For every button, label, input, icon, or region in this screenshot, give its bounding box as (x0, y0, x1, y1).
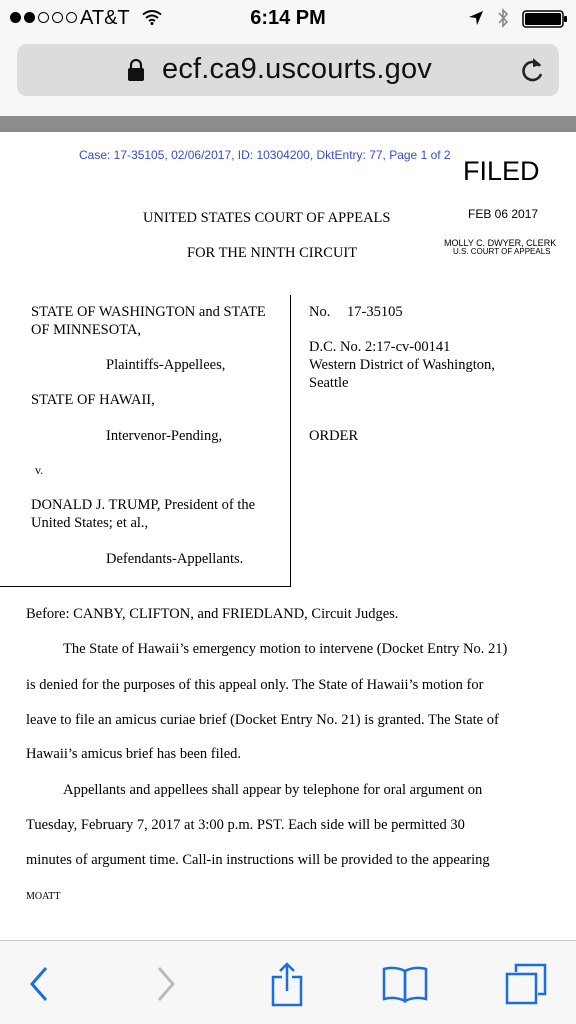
filed-stamp: FILED (463, 156, 540, 186)
footer-tag: MOATT (26, 891, 61, 902)
filed-date: FEB 06 2017 (468, 207, 539, 221)
case-caption-box (0, 295, 291, 587)
back-chevron-icon (27, 964, 51, 1009)
party-2: STATE OF HAWAII, (31, 392, 155, 408)
versus: v. (35, 463, 44, 477)
paragraph-line: is denied for the purposes of this appeal only. The State of Hawaii’s motion for (26, 677, 484, 693)
party-1-role: Plaintiffs-Appellees, (106, 357, 226, 373)
clerk-name: MOLLY C. DWYER, CLERK (444, 238, 557, 248)
district-court: Western District of Washington, (309, 357, 495, 373)
forward-chevron-icon (154, 964, 178, 1009)
pdf-viewer-border (0, 116, 576, 132)
paragraph-line: minutes of argument time. Call-in instructions will be provided to the appearing (26, 852, 490, 868)
court-title: UNITED STATES COURT OF APPEALS (143, 210, 391, 226)
bluetooth-icon (497, 8, 509, 33)
bookmarks-book-icon (381, 965, 429, 1008)
paragraph-line: Hawaii’s amicus brief has been filed. (26, 746, 242, 762)
party-1-line-1: STATE OF WASHINGTON and STATE (31, 304, 266, 320)
location-arrow-icon (468, 10, 484, 31)
bookmarks-button[interactable] (382, 963, 428, 1009)
order-heading: ORDER (309, 428, 359, 444)
clock: 6:14 PM (250, 7, 326, 29)
circuit-title: FOR THE NINTH CIRCUIT (187, 245, 358, 261)
share-icon (270, 961, 304, 1012)
address-area (0, 36, 576, 116)
docket-stamp-header: Case: 17-35105, 02/06/2017, ID: 10304200, DktEntry: 77, Page 1 of 2 (79, 148, 451, 162)
reload-icon[interactable] (520, 56, 546, 89)
district-court-number: D.C. No. 2:17-cv-00141 (309, 339, 451, 355)
case-number: 17-35105 (347, 304, 403, 320)
tabs-button[interactable] (503, 963, 549, 1009)
paragraph-line: Appellants and appellees shall appear by telephone for oral argument on (63, 782, 483, 798)
district-city: Seattle (309, 375, 349, 391)
paragraph-line: leave to file an amicus curiae brief (Docket Entry No. 21) is granted. The State of (26, 712, 499, 728)
url-text[interactable]: ecf.ca9.uscourts.gov (162, 53, 432, 85)
forward-button[interactable] (143, 963, 189, 1009)
address-bar[interactable] (17, 44, 559, 96)
carrier-name: AT&T (80, 7, 130, 29)
paragraph-line: Tuesday, February 7, 2017 at 3:00 p.m. PST. Each side will be permitted 30 (26, 817, 465, 833)
case-number-label: No. (309, 304, 331, 320)
paragraph-line: The State of Hawaii’s emergency motion to intervene (Docket Entry No. 21) (63, 641, 508, 657)
back-button[interactable] (16, 963, 62, 1009)
battery-icon (522, 10, 568, 33)
panel-judges: Before: CANBY, CLIFTON, and FRIEDLAND, Circuit Judges. (26, 606, 399, 622)
party-2-role: Intervenor-Pending, (106, 428, 223, 444)
party-3-line-2: United States; et al., (31, 515, 149, 531)
clerk-court: U.S. COURT OF APPEALS (453, 247, 551, 256)
lock-icon (127, 58, 145, 87)
party-3-line-1: DONALD J. TRUMP, President of the (31, 497, 256, 513)
tabs-icon (504, 962, 548, 1011)
browser-toolbar (0, 940, 576, 1024)
share-button[interactable] (264, 963, 310, 1009)
party-3-role: Defendants-Appellants. (106, 551, 244, 567)
pdf-document-page (0, 132, 576, 940)
party-1-line-2: OF MINNESOTA, (31, 322, 142, 338)
status-bar (0, 0, 576, 36)
